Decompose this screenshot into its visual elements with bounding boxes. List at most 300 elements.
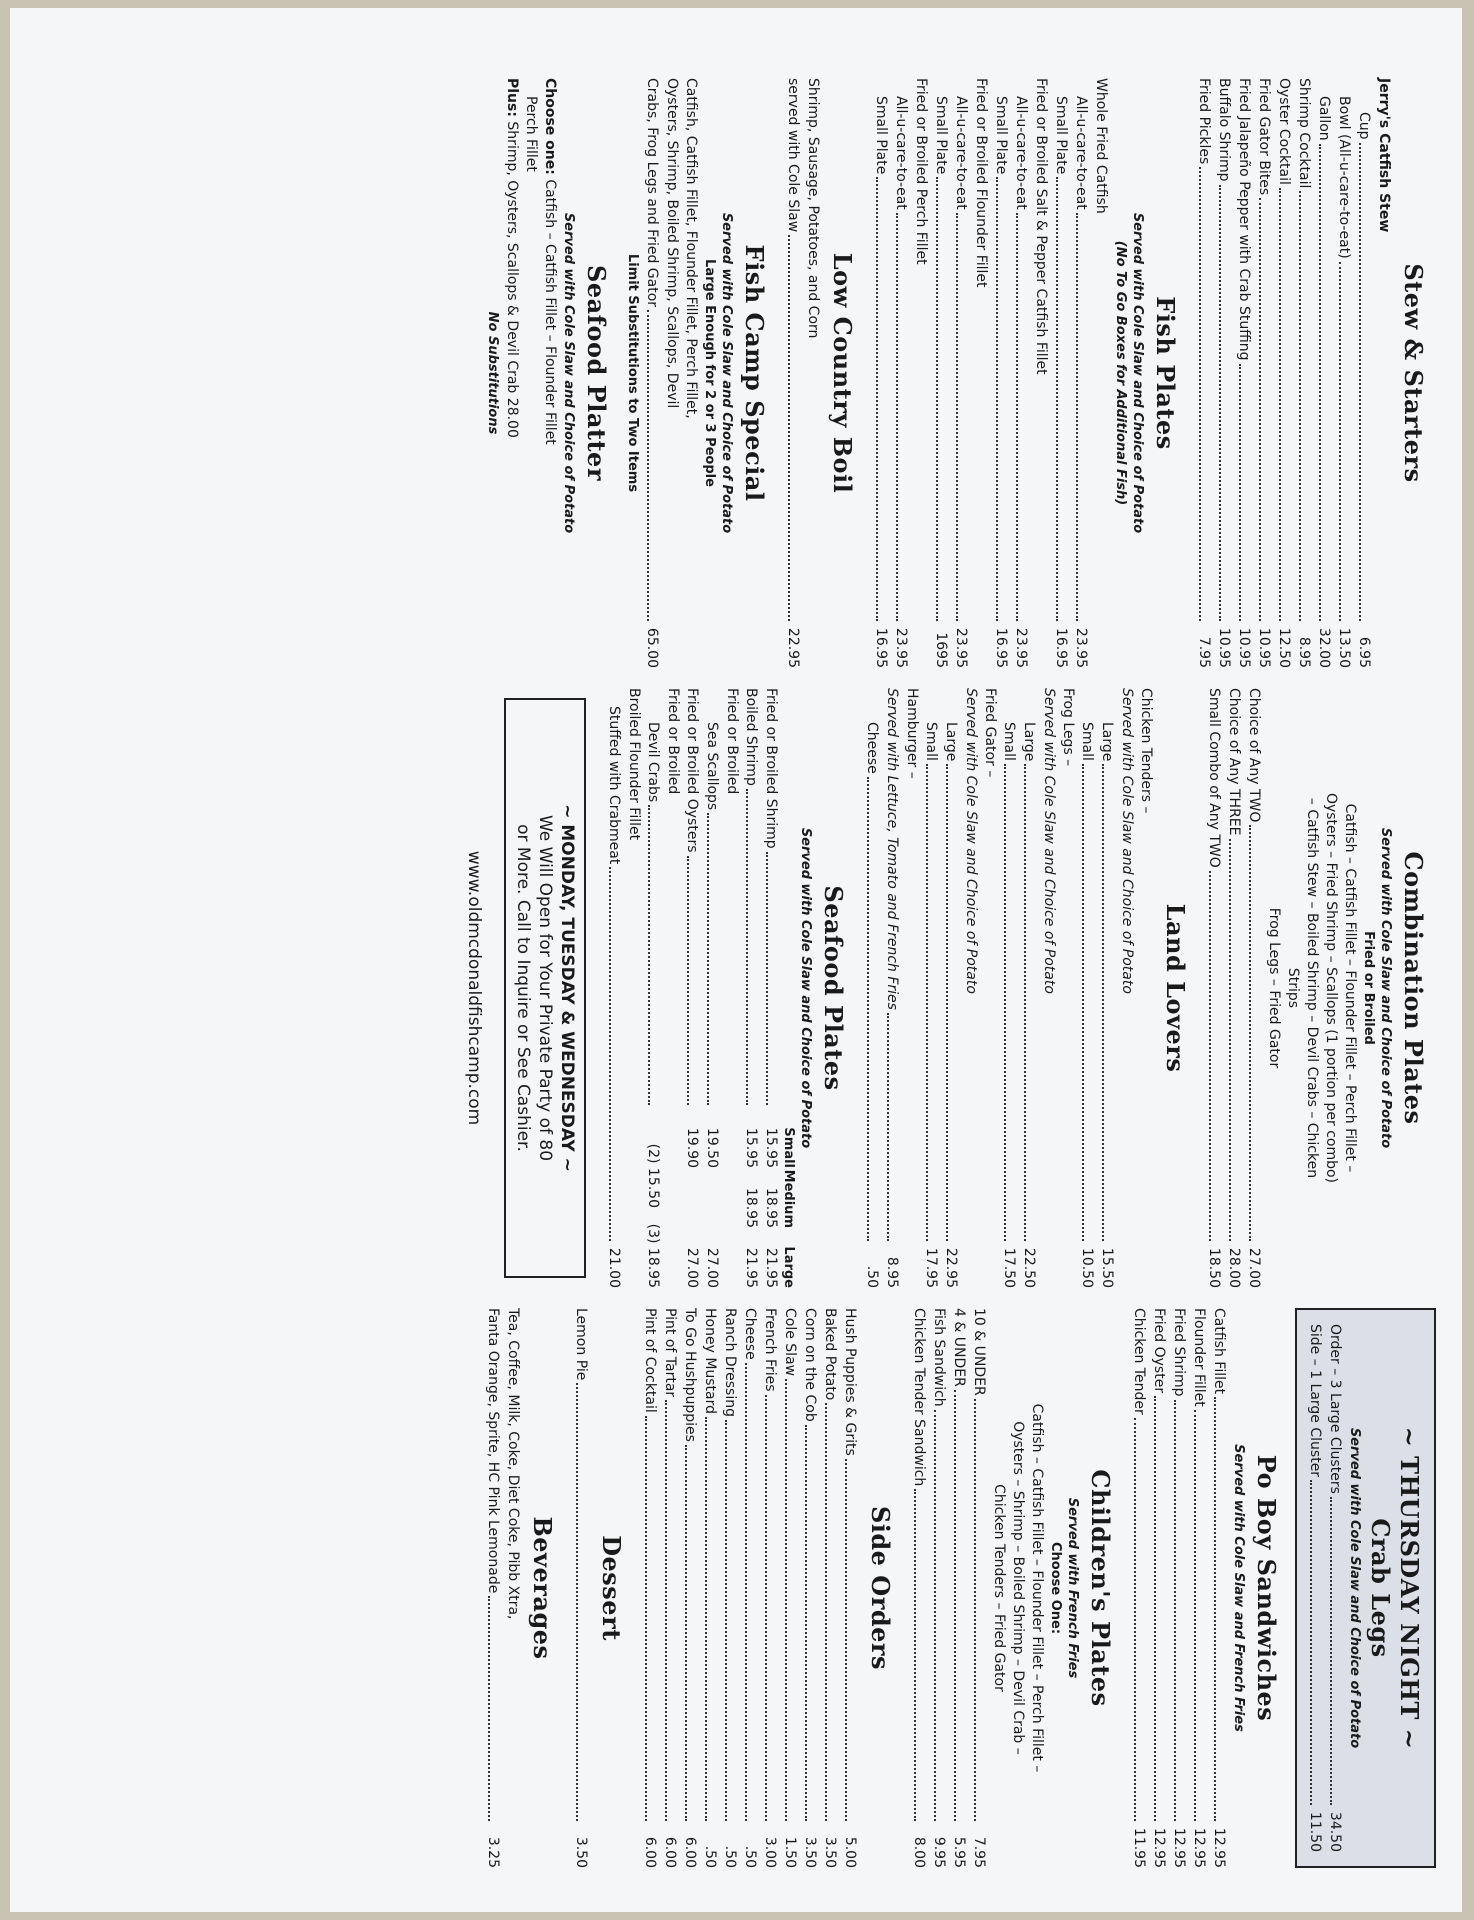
- devil-head: Fried or Broiled: [665, 688, 681, 795]
- item-name: Fried or Broiled Flounder Fillet: [973, 78, 989, 288]
- item-name: Baked Potato: [822, 1308, 838, 1401]
- item-name: Boiled Shrimp: [743, 688, 759, 786]
- devil-name: Devil Crabs: [645, 722, 661, 803]
- menu-item-row: [740, 1308, 760, 1868]
- sides-list: [640, 1308, 860, 1868]
- menu-item-row: [951, 78, 971, 668]
- item-name: Fish Sandwich: [931, 1308, 947, 1407]
- item-name: To Go Hushpuppies: [682, 1308, 698, 1442]
- leader-dots: [1310, 1480, 1312, 1805]
- menu-item-row: [921, 688, 941, 1288]
- leader-dots: [1219, 185, 1221, 621]
- menu-item-row: [820, 1308, 840, 1868]
- item-price: .50: [742, 1845, 758, 1868]
- leader-dots: [645, 1416, 647, 1821]
- item-price: 6.00: [662, 1836, 678, 1868]
- menu-item-row: [780, 1308, 800, 1868]
- item-price: 8.95: [1296, 636, 1312, 668]
- header-small: Small: [781, 1127, 796, 1168]
- item-price: 16.95: [873, 627, 889, 668]
- leader-dots: [805, 1425, 807, 1821]
- leader-dots: [609, 867, 611, 1241]
- item-price: 10.95: [1256, 627, 1272, 668]
- menu-item-row: [1091, 78, 1111, 668]
- menu-item-row: [1224, 688, 1244, 1288]
- dessert-title: Dessert: [597, 1535, 626, 1641]
- item-name: 4 & UNDER: [951, 1308, 967, 1387]
- leader-dots: [1004, 764, 1006, 1241]
- scallop-small: 19.50: [704, 1127, 720, 1168]
- menu-item-row: [882, 688, 902, 1288]
- platter-choose-text: Catfish – Catfish Fillet – Flounder Fillet: [542, 179, 558, 445]
- item-price: 17.50: [1001, 1247, 1017, 1288]
- combo-sub: Served with Cole Slaw and Choice of Potato: [1378, 827, 1393, 1149]
- menu-item-row: [909, 1308, 929, 1868]
- camp-sub: Served with Cole Slaw and Choice of Potato: [719, 212, 734, 534]
- menu-item-row: [1209, 1308, 1229, 1868]
- camp-title: Fish Camp Special: [740, 244, 769, 502]
- leader-dots: [867, 777, 869, 1241]
- description-line: Oysters – Fried Shrimp – Scallops (1 portion per combo): [1323, 792, 1339, 1184]
- item-price: 6.95: [1356, 636, 1372, 668]
- leader-dots: [845, 1459, 847, 1821]
- fish-note: (No To Go Boxes for Additional Fish): [1113, 240, 1128, 506]
- item-name: Hush Puppies & Grits: [842, 1308, 858, 1456]
- platter-price: 28.00: [504, 397, 520, 438]
- leader-dots: [687, 856, 702, 1106]
- description-line: Oysters – Shrimp – Boiled Shrimp – Devil Crab –: [1010, 1421, 1026, 1755]
- description-line: Chicken Tenders – Fried Gator: [991, 1484, 1007, 1692]
- platter-plus-label: Plus:: [504, 78, 520, 117]
- camp-limit: Limit Substitutions to Two Items: [625, 253, 640, 493]
- land-list: [862, 688, 1155, 1288]
- item-name: Large: [1021, 722, 1037, 762]
- leader-dots: [785, 1379, 787, 1821]
- leader-dots: [954, 1390, 956, 1821]
- leader-dots: [1024, 764, 1026, 1241]
- menu-item-row: [1169, 1308, 1189, 1868]
- leader-dots: [1359, 143, 1361, 621]
- item-price: 23.95: [893, 627, 909, 668]
- notice-line: We Will Open for Your Private Party of 80: [535, 814, 555, 1162]
- scallop-head: Fried or Broiled: [724, 688, 740, 795]
- item-price: 7.95: [971, 1836, 987, 1868]
- beverages-price: 3.25: [485, 1836, 501, 1868]
- item-name: Served with Lettuce, Tomato and French Fries: [884, 688, 900, 1010]
- boil-line: Shrimp, Sausage, Potatoes, and Corn: [805, 78, 821, 339]
- menu-item-row: [640, 1308, 660, 1868]
- platter-title: Seafood Platter: [582, 265, 611, 481]
- flounder-row: [604, 688, 624, 1288]
- leader-dots: [665, 1400, 667, 1821]
- leader-dots: [648, 805, 663, 1105]
- menu-item-row: [1051, 78, 1071, 668]
- poboy-list: [1129, 1308, 1229, 1868]
- leader-dots: [576, 1383, 578, 1821]
- platter-line: Perch Fillet: [523, 96, 539, 172]
- menu-column-middle: [464, 688, 1442, 1288]
- item-name: Small Combo of Any TWO: [1206, 688, 1222, 868]
- item-name: Ranch Dressing: [722, 1308, 738, 1417]
- item-name: Pint of Tartar: [662, 1308, 678, 1398]
- item-name: Choice of Any THREE: [1226, 688, 1242, 836]
- item-price: 28.00: [1226, 1247, 1242, 1288]
- item-name: All-u-care-to-eat: [953, 96, 969, 210]
- item-name: Pint of Cocktail: [642, 1308, 658, 1413]
- beverages-line: Tea, Coffee, Milk, Coke, Diet Coke, Pibb Xtra,: [505, 1308, 521, 1620]
- menu-item-row: [1194, 78, 1214, 668]
- thursday-subtitle: Crab Legs: [1366, 1518, 1395, 1658]
- platter-plus: [502, 78, 521, 668]
- leader-dots: [914, 1489, 916, 1821]
- menu-item-row: [700, 1308, 720, 1868]
- leader-dots: [725, 1420, 727, 1821]
- beverages-row: [483, 1308, 503, 1868]
- item-name: All-u-care-to-eat: [893, 96, 909, 210]
- item-name: Whole Fried Catfish: [1093, 78, 1109, 214]
- scallop-row: [702, 688, 722, 1288]
- description-line: Frog Legs – Fried Gator: [1266, 907, 1282, 1069]
- menu-item-row: [1274, 78, 1294, 668]
- land-text: Served with Cole Slaw and Choice of Potato: [963, 688, 979, 994]
- boil-row: [783, 78, 803, 668]
- seafood-rows: [741, 688, 781, 1288]
- item-name: Small Plate: [933, 96, 949, 175]
- item-name: Small Plate: [993, 96, 1009, 175]
- menu-item-row: [1189, 1308, 1209, 1868]
- item-price: 22.50: [1021, 1247, 1037, 1288]
- item-name: French Fries: [762, 1308, 778, 1392]
- item-price: 7.95: [1196, 636, 1212, 668]
- item-name: Oyster Cocktail: [1276, 78, 1292, 185]
- notice-title: ~ MONDAY, TUESDAY & WEDNESDAY ~: [557, 804, 577, 1172]
- menu-landscape: [10, 8, 1462, 1912]
- menu-item-row: [871, 78, 891, 668]
- price-small: 15.95: [763, 1127, 779, 1168]
- item-name: Fried or Broiled Salt & Pepper Catfish Fillet: [1033, 78, 1049, 375]
- item-price: 8.00: [911, 1836, 927, 1868]
- fish-title: Fish Plates: [1151, 296, 1180, 450]
- item-price: 10.95: [1216, 627, 1232, 668]
- leader-dots: [887, 1013, 889, 1241]
- platter-sub: Served with Cole Slaw and Choice of Potato: [561, 212, 576, 534]
- leader-dots: [647, 310, 649, 621]
- combo-title: Combination Plates: [1399, 851, 1428, 1125]
- item-name: Chicken Tender: [1131, 1308, 1147, 1415]
- leader-dots: [1319, 144, 1321, 621]
- leader-dots: [488, 1596, 490, 1821]
- menu-item-row: [1234, 78, 1254, 668]
- item-name: Bowl (All-u-care-to-eat): [1336, 96, 1352, 259]
- item-price: 27.00: [1246, 1247, 1262, 1288]
- menu-item-row: [891, 78, 911, 668]
- header-large: Large: [781, 1246, 796, 1288]
- item-price: 12.95: [1171, 1827, 1187, 1868]
- sides-title: Side Orders: [866, 1505, 895, 1671]
- children-list: [909, 1308, 989, 1868]
- seafood-header: [781, 688, 796, 1288]
- menu-item-row: [680, 1308, 700, 1868]
- leader-dots: [934, 1410, 936, 1821]
- combo-list: [1204, 688, 1264, 1288]
- menu-item-row: [1334, 78, 1354, 668]
- children-sub: Served with French Fries: [1065, 1497, 1080, 1679]
- menu-item-row: [1071, 78, 1091, 668]
- item-name: Shrimp Cocktail: [1296, 78, 1312, 189]
- item-price: 3.50: [573, 1836, 589, 1868]
- description-line: Catfish – Catfish Fillet – Flounder Fillet – Perch Fillet –: [1029, 1403, 1045, 1773]
- item-name: 10 & UNDER: [971, 1308, 987, 1396]
- item-price: 6.00: [682, 1836, 698, 1868]
- boil-desc: served with Cole Slaw: [785, 78, 801, 233]
- leader-dots: [1239, 364, 1241, 622]
- boil-title: Low Country Boil: [828, 252, 857, 494]
- price-medium: 18.95: [743, 1187, 759, 1228]
- item-price: 18.50: [1206, 1247, 1222, 1288]
- boil-price: 22.95: [785, 627, 801, 668]
- camp-bold: Large Enough for 2 or 3 People: [702, 259, 717, 487]
- devil-row: [643, 688, 663, 1288]
- leader-dots: [1249, 825, 1251, 1241]
- stew-list: [1194, 78, 1374, 668]
- item-price: 3.00: [762, 1836, 778, 1868]
- item-price: 32.00: [1316, 627, 1332, 668]
- leader-dots: [1102, 764, 1104, 1241]
- seafood-title: Seafood Plates: [819, 885, 848, 1091]
- leader-dots: [1199, 167, 1201, 621]
- menu-item-row: [941, 688, 961, 1288]
- description-line: Catfish – Catfish Fillet – Flounder Fillet – Perch Fillet –: [1342, 803, 1358, 1173]
- item-name: Cole Slaw: [782, 1308, 798, 1377]
- leader-dots: [876, 177, 878, 621]
- item-price: 12.50: [1276, 627, 1292, 668]
- leader-dots: [946, 764, 948, 1241]
- oyster-small: 19.90: [684, 1127, 700, 1168]
- leader-dots: [1214, 1397, 1216, 1821]
- item-price: .50: [722, 1845, 738, 1868]
- item-price: 9.95: [931, 1836, 947, 1868]
- header-medium: Medium: [781, 1169, 796, 1228]
- leader-dots: [1229, 839, 1231, 1242]
- land-text: Fried Gator –: [982, 688, 998, 778]
- item-name: Honey Mustard: [702, 1308, 718, 1415]
- leader-dots: [956, 213, 958, 621]
- leader-dots: [996, 177, 998, 621]
- leader-dots: [1016, 213, 1018, 621]
- thursday-sub: Served with Cole Slaw and Choice of Potato: [1347, 1427, 1362, 1749]
- menu-item-row: [1244, 688, 1264, 1288]
- flounder-sub: Stuffed with Crabmeat: [606, 706, 622, 865]
- item-price: 11.50: [1307, 1811, 1323, 1852]
- fish-list: [871, 78, 1111, 668]
- leader-dots: [1056, 177, 1058, 621]
- menu-item-row: [1214, 78, 1234, 668]
- item-price: 17.95: [923, 1247, 939, 1288]
- item-name: All-u-care-to-eat: [1013, 96, 1029, 210]
- menu-item-row: [800, 1308, 820, 1868]
- menu-item-row: [660, 1308, 680, 1868]
- leader-dots: [707, 813, 722, 1105]
- leader-dots: [746, 789, 761, 1105]
- leader-dots: [926, 764, 928, 1241]
- leader-dots: [1082, 764, 1084, 1241]
- item-name: Fried Oyster: [1151, 1308, 1167, 1394]
- leader-dots: [974, 1399, 976, 1821]
- leader-dots: [825, 1403, 827, 1821]
- children-lines: [989, 1308, 1046, 1868]
- item-name: Small: [1079, 722, 1095, 761]
- scallop-large: 27.00: [704, 1247, 720, 1288]
- menu-item-row: [931, 78, 951, 668]
- item-name: Gallon: [1316, 96, 1332, 141]
- item-name: Fried Shrimp: [1171, 1308, 1187, 1397]
- combo-lines: [1264, 688, 1359, 1288]
- menu-item-row: [571, 1308, 591, 1868]
- item-name: Fried Jalapeño Pepper with Crab Stuffing: [1236, 78, 1252, 361]
- thursday-box: [1295, 1308, 1436, 1868]
- item-name: Small: [1001, 722, 1017, 761]
- leader-dots: [896, 213, 898, 621]
- menu-item-row: [1077, 688, 1097, 1288]
- item-price: .50: [864, 1265, 880, 1288]
- camp-desc: Crabs, Frog Legs and Fried Gator: [644, 78, 660, 308]
- leader-dots: [788, 235, 790, 621]
- menu-item-row: [1294, 78, 1314, 668]
- price-large: 21.95: [743, 1247, 759, 1288]
- devil-three: (3) 18.95: [645, 1223, 661, 1288]
- menu-column-right: [483, 1308, 1442, 1868]
- menu-item-row: [862, 688, 882, 1288]
- leader-dots: [1134, 1418, 1136, 1821]
- price-medium: 18.95: [763, 1187, 779, 1228]
- combo-bold: Fried or Broiled: [1361, 931, 1376, 1045]
- menu-item-row: [720, 1308, 740, 1868]
- item-price: 12.95: [1211, 1827, 1227, 1868]
- item-price: 1.50: [782, 1836, 798, 1868]
- item-name: Fried Pickles: [1196, 78, 1212, 165]
- item-name: Flounder Fillet: [1191, 1308, 1207, 1407]
- price-small: 15.95: [743, 1127, 759, 1168]
- oyster-large: 27.00: [684, 1247, 700, 1288]
- children-title: Children's Plates: [1086, 1469, 1115, 1707]
- item-price: 22.95: [943, 1247, 959, 1288]
- leader-dots: [766, 852, 781, 1105]
- item-price: 12.95: [1191, 1827, 1207, 1868]
- menu-item-row: [1149, 1308, 1169, 1868]
- land-text: Frog Legs –: [1060, 688, 1076, 767]
- menu-item-row: [1254, 78, 1274, 668]
- platter-choose: [540, 78, 559, 668]
- camp-row: [642, 78, 662, 668]
- fish-sub: Served with Cole Slaw and Choice of Potato: [1130, 212, 1145, 534]
- menu-column-left: [483, 78, 1442, 668]
- beverages-title: Beverages: [528, 1516, 557, 1660]
- item-price: 3.50: [802, 1836, 818, 1868]
- leader-dots: [1154, 1396, 1156, 1821]
- item-name: Fried or Broiled Perch Fillet: [913, 78, 929, 265]
- menu-item-row: [1129, 1308, 1149, 1868]
- menu-item-row: [911, 78, 931, 668]
- leader-dots: [1076, 213, 1078, 621]
- leader-dots: [1259, 198, 1261, 621]
- item-price: 8.95: [884, 1256, 900, 1288]
- item-price: 13.50: [1336, 627, 1352, 668]
- item-price: 23.95: [953, 627, 969, 668]
- menu-item-row: [1097, 688, 1117, 1288]
- menu-item-row: [991, 78, 1011, 668]
- item-price: 11.95: [1131, 1827, 1147, 1868]
- flounder-name: Broiled Flounder Fillet: [626, 688, 642, 841]
- item-name: Large: [943, 722, 959, 762]
- seafood-row: [761, 688, 781, 1288]
- item-name: Choice of Any TWO: [1246, 688, 1262, 823]
- leader-dots: [1194, 1410, 1196, 1821]
- platter-plus-text: Shrimp, Oysters, Scallops & Devil Crab: [504, 121, 520, 394]
- flounder-price: 21.00: [606, 1247, 622, 1288]
- website-url: www.oldmcdonaldfishcamp.com: [464, 850, 484, 1126]
- menu-item-row: [1019, 688, 1039, 1288]
- item-name: Large: [1099, 722, 1115, 762]
- beverages-desc: Fanta Orange, Sprite, HC Pink Lemonade: [485, 1308, 501, 1594]
- item-name: Small Plate: [1053, 96, 1069, 175]
- menu-item-row: [760, 1308, 780, 1868]
- item-name: Cheese: [864, 722, 880, 774]
- menu-item-row: [971, 78, 991, 668]
- price-large: 21.95: [763, 1247, 779, 1288]
- menu-item-row: [1354, 78, 1374, 668]
- item-name: Buffalo Shrimp: [1216, 78, 1232, 182]
- oyster-row: [682, 688, 702, 1288]
- item-price: 23.95: [1013, 627, 1029, 668]
- item-name: Side – 1 Large Cluster: [1307, 1324, 1323, 1478]
- dessert-list: [571, 1308, 591, 1868]
- land-text: Served with Cole Slaw and Choice of Potato: [1041, 688, 1057, 994]
- item-name: Order – 3 Large Clusters: [1327, 1324, 1343, 1494]
- item-price: 15.50: [1099, 1247, 1115, 1288]
- item-price: 16.95: [1053, 627, 1069, 668]
- camp-line: Oysters, Shrimp, Boiled Shrimp, Scallops, Devil: [664, 78, 680, 409]
- menu-item-row: [1031, 78, 1051, 668]
- item-name: All-u-care-to-eat: [1073, 96, 1089, 210]
- seafood-sub: Served with Cole Slaw and Choice of Potato: [798, 827, 813, 1149]
- land-title: Land Lovers: [1161, 903, 1190, 1073]
- description-line: – Catfish Stew – Boiled Shrimp – Devil Crabs – Chicken: [1304, 797, 1320, 1179]
- leader-dots: [745, 1363, 747, 1821]
- item-name: Fried or Broiled Shrimp: [763, 688, 779, 849]
- menu-item-row: [1204, 688, 1224, 1288]
- menu-item-row: [1305, 1324, 1325, 1852]
- item-price: 34.50: [1327, 1811, 1343, 1852]
- item-price: 12.95: [1151, 1827, 1167, 1868]
- land-text: Chicken Tenders –: [1138, 688, 1154, 814]
- poboy-title: Po Boy Sandwiches: [1252, 1454, 1281, 1722]
- leader-dots: [685, 1445, 687, 1821]
- land-text: Served with Cole Slaw and Choice of Potato: [1119, 688, 1135, 994]
- item-price: 10.50: [1079, 1247, 1095, 1288]
- item-price: 5.95: [951, 1836, 967, 1868]
- leader-dots: [705, 1417, 707, 1821]
- leader-dots: [1339, 262, 1341, 621]
- item-price: 6.00: [642, 1836, 658, 1868]
- thursday-title: ~ THURSDAY NIGHT ~: [1395, 1426, 1424, 1750]
- thursday-list: [1305, 1324, 1345, 1852]
- notice-line: or More. Call to Inquire or See Cashier.: [513, 824, 533, 1152]
- item-name: Small Plate: [873, 96, 889, 175]
- leader-dots: [1209, 871, 1211, 1241]
- seafood-row: [741, 688, 761, 1288]
- menu-item-row: [1011, 78, 1031, 668]
- leader-dots: [1330, 1497, 1332, 1805]
